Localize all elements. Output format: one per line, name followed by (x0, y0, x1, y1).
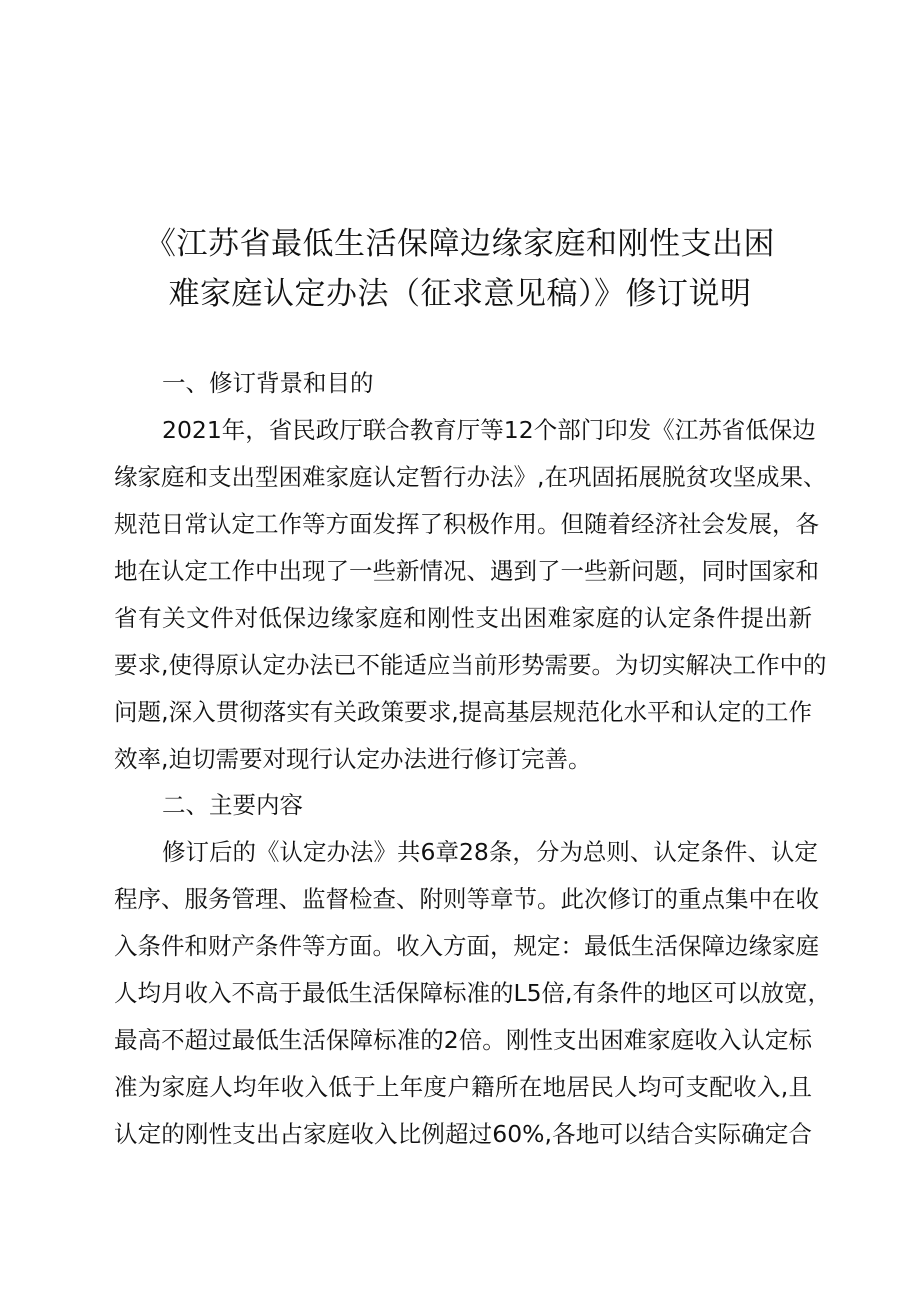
paragraph-line: 缘家庭和支出型困难家庭认定暂行办法》,在巩固拓展脱贫攻坚成果、 (114, 463, 827, 491)
paragraph-line: 效率,迫切需要对现行认定办法进行修订完善。 (114, 745, 592, 773)
paragraph-line: 修订后的《认定办法》共6章28条，分为总则、认定条件、认定 (162, 838, 818, 866)
section-1-heading: 一、修订背景和目的 (162, 369, 374, 397)
paragraph-line: 规范日常认定工作等方面发挥了积极作用。但随着经济社会发展，各 (114, 510, 819, 538)
paragraph-line: 要求,使得原认定办法已不能适应当前形势需要。为切实解决工作中的 (114, 651, 827, 679)
paragraph-line: 2021年，省民政厅联合教育厅等12个部门印发《江苏省低保边 (162, 416, 816, 444)
paragraph-line: 认定的刚性支出占家庭收入比例超过60%,各地可以结合实际确定合 (114, 1120, 812, 1148)
paragraph-line: 程序、服务管理、监督检查、附则等章节。此次修订的重点集中在收 (114, 885, 819, 913)
paragraph-line: 省有关文件对低保边缘家庭和刚性支出困难家庭的认定条件提出新 (114, 604, 812, 632)
section-2-heading: 二、主要内容 (162, 791, 303, 819)
paragraph-line: 入条件和财产条件等方面。收入方面，规定：最低生活保障边缘家庭 (114, 932, 819, 960)
paragraph-line: 准为家庭人均年收入低于上年度户籍所在地居民人均可支配收入,且 (114, 1073, 812, 1101)
paragraph-line: 地在认定工作中出现了一些新情况、遇到了一些新问题，同时国家和 (114, 557, 819, 585)
paragraph-line: 最高不超过最低生活保障标准的2倍。刚性支出困难家庭收入认定标 (114, 1026, 812, 1054)
paragraph-line: 人均月收入不高于最低生活保障标准的L5倍,有条件的地区可以放宽， (114, 979, 832, 1007)
document-title-line-1: 《江苏省最低生活保障边缘家庭和刚性支出困 (145, 226, 775, 262)
paragraph-line: 问题,深入贯彻落实有关政策要求,提高基层规范化水平和认定的工作 (114, 698, 812, 726)
document-title-line-2: 难家庭认定办法（征求意见稿）》修订说明 (168, 276, 752, 312)
